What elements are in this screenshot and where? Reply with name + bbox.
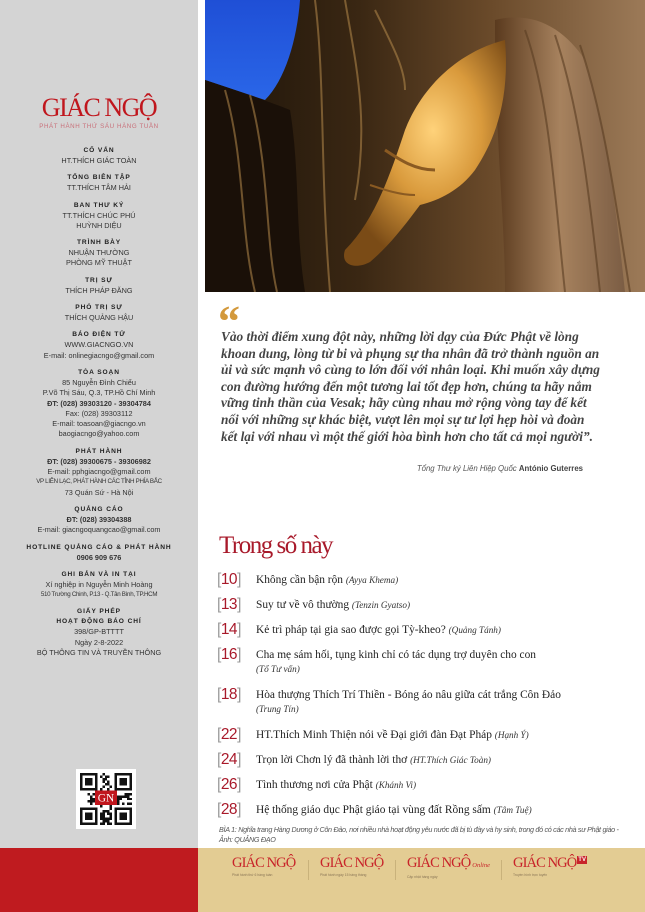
toc-entry bbox=[256, 620, 501, 638]
quote-mark-icon: “ bbox=[218, 297, 236, 346]
toc-entry bbox=[256, 750, 491, 768]
giac-ngo-logo: GIÁC NGỘ bbox=[41, 93, 157, 122]
toc-entry-title: HT.Thích Minh Thiện nói về Đại giới đàn Đạt Pháp bbox=[256, 729, 492, 741]
bracket-close-icon: ] bbox=[237, 621, 241, 638]
toc-page-number bbox=[217, 595, 256, 615]
credit-line: Ngày 2-8-2022 bbox=[74, 637, 124, 647]
brand-name bbox=[407, 856, 490, 873]
brand-wordmark: GIÁC NGỘ bbox=[407, 855, 471, 871]
credit-line: VP LIÊN LẠC, PHÁT HÀNH CÁC TỈNH PHÍA BẮC bbox=[36, 478, 162, 486]
masthead-tagline: PHÁT HÀNH THỨ SÁU HÀNG TUẦN bbox=[39, 123, 159, 130]
toc-entry bbox=[256, 725, 529, 743]
credit-block bbox=[0, 543, 198, 563]
page-number: 10 bbox=[220, 571, 238, 588]
toc-entry bbox=[256, 685, 561, 715]
footer-brand-logo[interactable] bbox=[232, 856, 295, 877]
brand-wordmark: GIÁC NGỘ bbox=[320, 855, 384, 871]
page-number: 13 bbox=[220, 596, 238, 613]
credit-block bbox=[0, 201, 198, 232]
toc-item[interactable] bbox=[217, 800, 637, 820]
page-number: 28 bbox=[220, 801, 238, 818]
credit-block bbox=[0, 276, 198, 296]
credit-title: BAN THƯ KÝ bbox=[73, 201, 125, 209]
toc-item[interactable] bbox=[217, 570, 637, 590]
toc-entry-title: Cha mẹ sám hối, tụng kinh chỉ có tác dụng trợ duyên cho con bbox=[256, 649, 536, 661]
toc-page-number bbox=[217, 685, 256, 705]
footer-brand-logo[interactable] bbox=[320, 856, 383, 877]
credit-line: NHUẬN THƯỜNG bbox=[68, 248, 130, 258]
toc-entry-author: (Tenzin Gyatso) bbox=[351, 600, 411, 610]
masthead-sidebar bbox=[0, 0, 198, 848]
toc-item[interactable] bbox=[217, 775, 637, 795]
bracket-close-icon: ] bbox=[237, 646, 241, 663]
buddha-hand-photo-icon bbox=[205, 0, 645, 292]
toc-item[interactable] bbox=[217, 725, 637, 745]
credit-line: ĐT: (028) 39300675 - 39306982 bbox=[47, 456, 151, 466]
cover-caption: BÌA 1: Nghĩa trang Hàng Dương ở Côn Đảo, nơi nhiều nhà hoạt động yêu nước đã bị tù đày và hy sinh, trong đó có các nhà sư Phật giáo - Ảnh: QUẢNG ĐẠO bbox=[219, 825, 619, 844]
credit-title: TÒA SOẠN bbox=[78, 368, 120, 376]
toc-item[interactable] bbox=[217, 685, 637, 715]
credit-line[interactable]: E-mail: toasoan@giacngo.vn bbox=[52, 419, 146, 429]
toc-entry bbox=[256, 775, 416, 793]
page-number: 16 bbox=[220, 646, 238, 663]
credit-line: 73 Quán Sứ - Hà Nội bbox=[64, 487, 134, 497]
toc-entry-title: Suy tư về vô thường bbox=[256, 599, 350, 611]
toc-entry-author: (Trung Tín) bbox=[256, 704, 299, 714]
brand-name bbox=[513, 856, 587, 871]
toc-entry-title: Hệ thống giáo dục Phật giáo tại vùng đất Rồng sấm bbox=[256, 804, 491, 816]
credit-title: TRÌNH BÀY bbox=[77, 239, 121, 247]
toc-entry-title: Kẻ trì pháp tại gia sao được gọi Tỳ-kheo? bbox=[256, 624, 446, 636]
brand-wordmark: GIÁC NGỘ bbox=[232, 855, 296, 871]
credits-list bbox=[0, 146, 198, 665]
brand-divider bbox=[308, 860, 309, 880]
bracket-open-icon: [ bbox=[217, 686, 221, 703]
credit-title: TRỊ SỰ bbox=[85, 276, 113, 284]
quote-source-name: António Guterres bbox=[518, 464, 583, 473]
brand-divider bbox=[501, 860, 502, 880]
toc-entry-title: Trọn lời Chơn lý đã thành lời thơ bbox=[256, 754, 408, 766]
toc-entry-title: Hòa thượng Thích Trí Thiền - Bóng áo nâu giữa cát trắng Côn Đảo bbox=[256, 689, 561, 701]
credit-line[interactable]: E-mail: onlinegiacngo@gmail.com bbox=[43, 350, 155, 360]
toc-entry-author: (Hạnh Ý) bbox=[494, 730, 529, 740]
credit-line: Xí nghiệp in Nguyễn Minh Hoàng bbox=[45, 579, 153, 589]
toc-entry-author: (Ayya Khema) bbox=[345, 575, 399, 585]
credit-title: BÁO ĐIỆN TỬ bbox=[72, 331, 126, 339]
toc-item[interactable] bbox=[217, 645, 637, 675]
page-number: 14 bbox=[220, 621, 238, 638]
toc-entry bbox=[256, 800, 532, 818]
toc-item[interactable] bbox=[217, 620, 637, 640]
bracket-close-icon: ] bbox=[237, 801, 241, 818]
toc-page-number bbox=[217, 750, 256, 770]
brand-name bbox=[232, 856, 295, 871]
credit-line: 0906 909 676 bbox=[76, 552, 122, 562]
credit-block bbox=[0, 447, 198, 498]
toc-entry-author: (HT.Thích Giác Toàn) bbox=[410, 755, 491, 765]
bracket-open-icon: [ bbox=[217, 646, 221, 663]
bracket-open-icon: [ bbox=[217, 751, 221, 768]
credit-line: THÍCH QUẢNG HẬU bbox=[64, 313, 134, 323]
credit-title: CỐ VẤN bbox=[83, 147, 115, 154]
brand-subtitle: Phát hành thứ 6 hàng tuần bbox=[232, 873, 273, 877]
footer-brand-logo[interactable] bbox=[407, 856, 490, 879]
brand-name bbox=[320, 856, 383, 871]
brand-divider bbox=[395, 860, 396, 880]
toc-page-number bbox=[217, 620, 256, 640]
bracket-close-icon: ] bbox=[237, 571, 241, 588]
masthead bbox=[0, 94, 198, 130]
tv-badge-icon: TV bbox=[578, 857, 586, 863]
credit-line: HUỲNH DIỆU bbox=[76, 220, 122, 230]
credit-line: TT.THÍCH TÂM HẢI bbox=[67, 183, 131, 193]
toc-item[interactable] bbox=[217, 750, 637, 770]
table-of-contents bbox=[217, 570, 637, 825]
page-number: 22 bbox=[220, 726, 238, 743]
bracket-open-icon: [ bbox=[217, 801, 221, 818]
brand-subtitle: Phát hành ngày 15 hàng tháng bbox=[320, 873, 367, 877]
toc-entry-author: (Tổ Tư vấn) bbox=[256, 664, 300, 674]
bracket-close-icon: ] bbox=[237, 751, 241, 768]
toc-page-number bbox=[217, 725, 256, 745]
bracket-close-icon: ] bbox=[237, 596, 241, 613]
toc-item[interactable] bbox=[217, 595, 637, 615]
toc-title: Trong số này bbox=[219, 532, 333, 559]
quote-text: Vào thời điểm xung đột này, những lời dạy của Đức Phật về lòng khoan dung, lòng từ bi và phụng sự tha nhân đã trở thành nguồn an ủi và sức mạnh vô cùng to lớn đối với nhân loại. Khi muốn xây dựng con đường hướng đến một tương lai tốt đẹp hơn, chúng ta hãy nắm vững tinh thần của Vesak; hãy cùng nhau mở rộng vòng tay để kết nối với những sự khác biệt, vượt lên mọi sự tư lợi hẹp hòi và đoàn kết lại với nhau vì một thế giới hòa bình hơn cho tất cả mọi người”. bbox=[221, 329, 600, 444]
credit-line: TT.THÍCH CHÚC PHÚ bbox=[62, 210, 136, 220]
toc-entry-author: (Quảng Tánh) bbox=[448, 625, 501, 635]
bracket-open-icon: [ bbox=[217, 596, 221, 613]
bracket-open-icon: [ bbox=[217, 776, 221, 793]
hero-photo bbox=[205, 0, 645, 292]
credit-title: HOTLINE QUẢNG CÁO & PHÁT HÀNH bbox=[26, 543, 172, 551]
credit-line: HT.THÍCH GIÁC TOÀN bbox=[61, 156, 137, 165]
credit-title: PHÓ TRỊ SỰ bbox=[75, 304, 123, 312]
brand-subtitle: Truyền hình trực tuyến bbox=[513, 873, 548, 877]
toc-entry-title: Không cần bận rộn bbox=[256, 574, 343, 586]
credit-line: 398/GP-BTTTT bbox=[74, 627, 124, 637]
credit-block bbox=[0, 173, 198, 193]
credit-line[interactable]: baogiacngo@yahoo.com bbox=[58, 429, 140, 439]
credit-block bbox=[0, 570, 198, 601]
brand-wordmark: GIÁC NGỘ bbox=[513, 855, 577, 871]
toc-entry bbox=[256, 595, 410, 613]
credit-line: ĐT: (028) 39304388 bbox=[66, 514, 132, 524]
page-number: 24 bbox=[220, 751, 238, 768]
page-number: 18 bbox=[220, 686, 238, 703]
footer-brand-logo[interactable] bbox=[513, 856, 587, 877]
credit-line: ĐT: (028) 39303120 - 39304784 bbox=[47, 398, 151, 408]
credit-block bbox=[0, 607, 198, 658]
toc-page-number bbox=[217, 800, 256, 820]
credit-line[interactable]: E-mail: giacngoquangcao@gmail.com bbox=[37, 525, 161, 535]
toc-page-number bbox=[217, 570, 256, 590]
quote-source bbox=[221, 464, 583, 473]
toc-entry-author: (Khánh Vi) bbox=[375, 780, 417, 790]
credit-line[interactable]: E-mail: pphgiacngo@gmail.com bbox=[47, 467, 151, 477]
credit-title: GIẤY PHÉP bbox=[77, 608, 121, 616]
credit-line[interactable]: WWW.GIACNGO.VN bbox=[64, 340, 134, 350]
toc-entry bbox=[256, 645, 536, 675]
brand-subtitle: Cập nhật hàng ngày bbox=[407, 875, 438, 879]
credit-line: HOẠT ĐỘNG BÁO CHÍ bbox=[56, 618, 142, 626]
credit-line: Fax: (028) 39303112 bbox=[65, 408, 133, 418]
qr-code-icon bbox=[80, 773, 132, 825]
credit-block bbox=[0, 505, 198, 536]
bracket-open-icon: [ bbox=[217, 726, 221, 743]
bracket-close-icon: ] bbox=[237, 686, 241, 703]
credit-title: GHI BẢN VÀ IN TẠI bbox=[61, 570, 137, 578]
qr-code[interactable] bbox=[76, 769, 136, 829]
credit-line: PHÒNG MỸ THUẬT bbox=[66, 258, 132, 268]
toc-page-number bbox=[217, 645, 256, 665]
credit-title: TỔNG BIÊN TẬP bbox=[67, 174, 131, 182]
credit-line: BỘ THÔNG TIN VÀ TRUYỀN THÔNG bbox=[36, 648, 162, 658]
credit-block bbox=[0, 330, 198, 361]
footer-red-band bbox=[0, 848, 198, 912]
qr-logo-text: GN bbox=[97, 792, 115, 805]
credit-block bbox=[0, 146, 198, 166]
bracket-open-icon: [ bbox=[217, 571, 221, 588]
online-suffix: Online bbox=[472, 862, 490, 869]
toc-entry-author: (Tâm Tuệ) bbox=[493, 805, 532, 815]
credit-title: PHÁT HÀNH bbox=[75, 447, 123, 455]
page-number: 26 bbox=[220, 776, 238, 793]
toc-entry bbox=[256, 570, 398, 588]
bracket-open-icon: [ bbox=[217, 621, 221, 638]
credit-block bbox=[0, 238, 198, 269]
credit-line: P.Võ Thị Sáu, Q.3, TP.Hồ Chí Minh bbox=[42, 388, 156, 398]
bracket-close-icon: ] bbox=[237, 776, 241, 793]
credit-line: 510 Trường Chinh, P.13 - Q.Tân Bình, TP.HCM bbox=[40, 591, 158, 599]
credit-line: THÍCH PHÁP ĐĂNG bbox=[65, 285, 133, 295]
toc-entry-title: Tình thương nơi cửa Phật bbox=[256, 779, 373, 791]
credit-block bbox=[0, 368, 198, 440]
credit-line: 85 Nguyễn Đình Chiểu bbox=[62, 377, 136, 387]
bracket-close-icon: ] bbox=[237, 726, 241, 743]
credit-title: QUẢNG CÁO bbox=[74, 505, 124, 513]
toc-page-number bbox=[217, 775, 256, 795]
credit-block bbox=[0, 303, 198, 323]
quote-source-role: Tổng Thư ký Liên Hiệp Quốc bbox=[416, 464, 517, 473]
